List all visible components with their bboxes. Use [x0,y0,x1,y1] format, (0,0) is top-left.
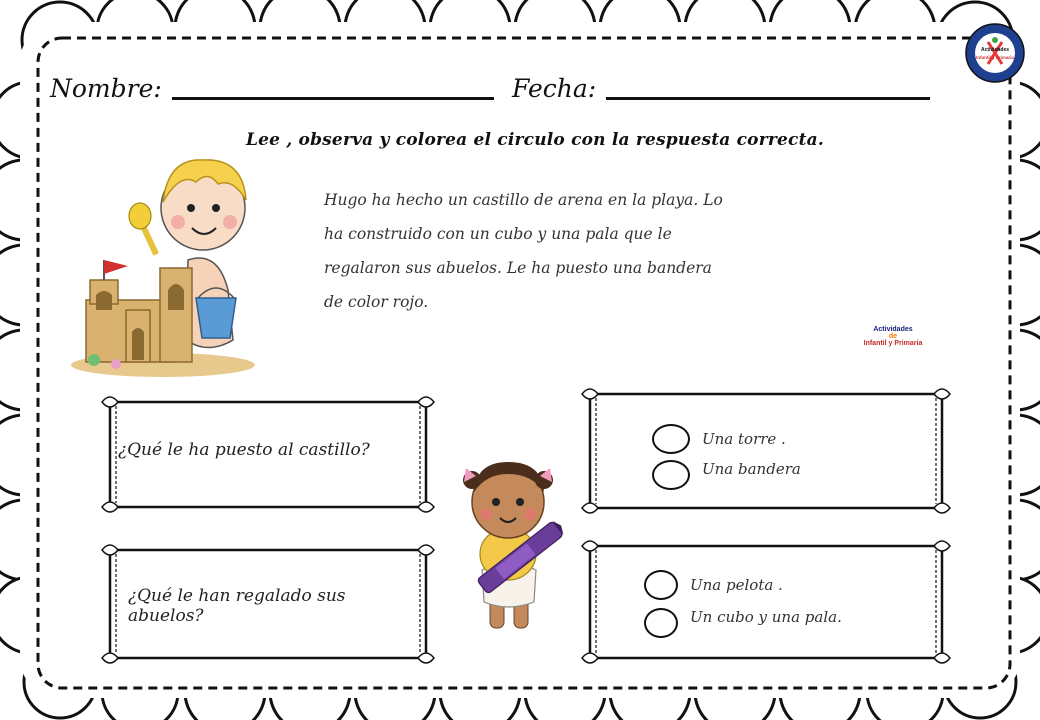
question-2-text: ¿Qué le han regalado sus abuelos? [128,586,346,626]
story-paragraph [324,183,868,319]
story-line: ha construido con un cubo y una pala que le [324,225,672,243]
answer-circle[interactable] [644,608,678,638]
small-logo-line1: Actividades [873,326,913,333]
name-label: Nombre: [50,74,162,103]
small-logo-line2: de [888,333,898,340]
answer-options-2 [644,570,842,638]
answer-option[interactable] [644,570,842,600]
answer-option-label: Un cubo y una pala. [690,608,842,626]
answer-option-label: Una torre . [702,430,786,448]
answer-circle[interactable] [644,570,678,600]
story-line: de color rojo. [324,293,429,311]
small-logo-line3: Infantil y Primaria [863,340,923,347]
answer-option[interactable] [652,460,801,490]
answer-option-label: Una pelota . [690,576,783,594]
small-site-logo [860,326,926,354]
answer-options-1 [652,424,801,490]
corner-logo-subtext: Infantil y Primaria [976,55,1014,60]
girl-with-crayon-illustration [456,452,574,634]
story-line: Hugo ha hecho un castillo de arena en la playa. Lo [324,191,723,209]
story-line: regalaron sus abuelos. Le ha puesto una bandera [324,259,712,277]
date-label: Fecha: [512,74,597,103]
site-logo-badge [964,22,1026,84]
question-1-text: ¿Qué le ha puesto al castillo? [118,440,370,460]
date-line[interactable] [606,97,930,100]
answer-option[interactable] [652,424,801,454]
answer-circle[interactable] [652,460,690,490]
boy-sandcastle-illustration [68,150,258,378]
answer-circle[interactable] [652,424,690,454]
answer-option[interactable] [644,608,842,638]
name-line[interactable] [172,97,494,100]
corner-logo-text: Actividades [980,47,1010,53]
instruction-text: Lee , observa y colorea el circulo con la respuesta correcta. [246,130,824,150]
answer-option-label: Una bandera [702,460,801,478]
